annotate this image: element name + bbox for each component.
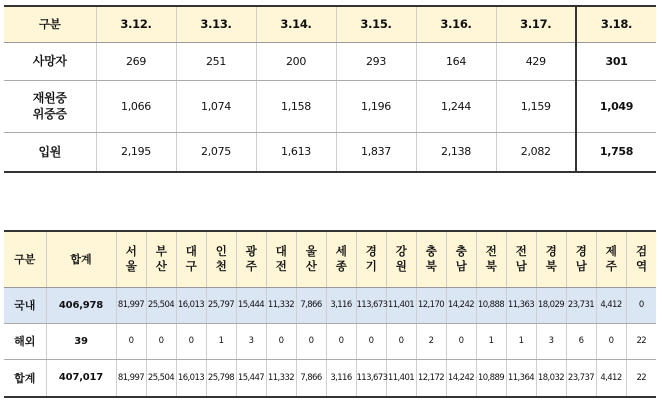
- table-cell: 429: [496, 42, 576, 80]
- table-cell: 11,332: [266, 359, 296, 397]
- table-cell: 15,447: [236, 359, 266, 397]
- table-cell: 0: [596, 323, 626, 359]
- date-header: 3.15.: [336, 6, 416, 42]
- table-cell: 0: [296, 323, 326, 359]
- table-cell: 25,504: [146, 359, 176, 397]
- date-header-row: [4, 6, 656, 42]
- table-cell: 10,888: [476, 287, 506, 323]
- region-header-chungbuk: 충 북: [416, 231, 446, 287]
- corner-label: 구분: [4, 6, 96, 42]
- region-header-chungnam: 충 남: [446, 231, 476, 287]
- date-header-latest: 3.18.: [576, 6, 656, 42]
- table-cell: 23,731: [566, 287, 596, 323]
- region-header-gwangju: 광 주: [236, 231, 266, 287]
- date-header: 3.17.: [496, 6, 576, 42]
- table-cell: 1,244: [416, 80, 496, 132]
- table-cell: 0: [626, 287, 656, 323]
- table-cell: 4,412: [596, 287, 626, 323]
- row-label-line1: 재원중: [32, 91, 67, 105]
- table-cell: 1: [506, 323, 536, 359]
- total-header: 합계: [46, 231, 116, 287]
- row-total: 407,017: [46, 359, 116, 397]
- region-header-quarantine: 검 역: [626, 231, 656, 287]
- table-cell: 14,242: [446, 287, 476, 323]
- table-cell: 269: [96, 42, 176, 80]
- date-header: 3.12.: [96, 6, 176, 42]
- row-label: 국내: [4, 287, 46, 323]
- table-cell: 1,066: [96, 80, 176, 132]
- table-cell: 12,170: [416, 287, 446, 323]
- date-header: 3.13.: [176, 6, 256, 42]
- table-cell: 11,332: [266, 287, 296, 323]
- region-header-ulsan: 울 산: [296, 231, 326, 287]
- table-cell: 18,032: [536, 359, 566, 397]
- table-cell: 0: [386, 323, 416, 359]
- domestic-row: [4, 287, 656, 323]
- table-cell: 1: [206, 323, 236, 359]
- regional-cases-table: [4, 230, 656, 398]
- table-cell: 3: [236, 323, 266, 359]
- table-cell: 4,412: [596, 359, 626, 397]
- table-cell: 1,837: [336, 132, 416, 172]
- row-label: 합계: [4, 359, 46, 397]
- table-cell: 14,242: [446, 359, 476, 397]
- row-label: [4, 132, 96, 172]
- table-cell: 251: [176, 42, 256, 80]
- table-cell: 0: [176, 323, 206, 359]
- table-cell: 11,401: [386, 287, 416, 323]
- deaths-row: [4, 42, 656, 80]
- table-cell-latest: 301: [576, 42, 656, 80]
- region-header-gyeongnam: 경 남: [566, 231, 596, 287]
- region-header-gyeonggi: 경 기: [356, 231, 386, 287]
- table-cell: 1,196: [336, 80, 416, 132]
- critical-row: [4, 80, 656, 132]
- table-cell: 10,889: [476, 359, 506, 397]
- table-cell: 6: [566, 323, 596, 359]
- table-cell: 2,138: [416, 132, 496, 172]
- region-header-sejong: 세 종: [326, 231, 356, 287]
- table-cell: 1,158: [256, 80, 336, 132]
- table-cell: 1,074: [176, 80, 256, 132]
- table-cell: 164: [416, 42, 496, 80]
- row-total: 406,978: [46, 287, 116, 323]
- row-label-text: 사망자: [32, 54, 67, 68]
- table-cell: 11,364: [506, 359, 536, 397]
- region-header-daejeon: 대 전: [266, 231, 296, 287]
- table-cell: 2,195: [96, 132, 176, 172]
- region-header-incheon: 인 천: [206, 231, 236, 287]
- region-header-gyeongbuk: 경 북: [536, 231, 566, 287]
- table-cell: 22: [626, 323, 656, 359]
- corner-label: 구분: [4, 231, 46, 287]
- daily-status-table: [4, 5, 656, 173]
- table-cell: 2,082: [496, 132, 576, 172]
- region-header-gangwon: 강 원: [386, 231, 416, 287]
- table-cell: 1,613: [256, 132, 336, 172]
- table-cell: 81,997: [116, 287, 146, 323]
- table-cell: 0: [266, 323, 296, 359]
- table-cell: 16,013: [176, 287, 206, 323]
- date-header: 3.16.: [416, 6, 496, 42]
- date-header: 3.14.: [256, 6, 336, 42]
- table-cell: 15,444: [236, 287, 266, 323]
- table-cell: 293: [336, 42, 416, 80]
- table-cell: 7,866: [296, 287, 326, 323]
- table-cell: 25,504: [146, 287, 176, 323]
- table-cell: 3,116: [326, 359, 356, 397]
- table-cell: 25,797: [206, 287, 236, 323]
- table-cell: 25,798: [206, 359, 236, 397]
- table-cell: 3: [536, 323, 566, 359]
- region-header-jeonnam: 전 남: [506, 231, 536, 287]
- table-cell: 2: [416, 323, 446, 359]
- table-cell: 12,172: [416, 359, 446, 397]
- table-cell: 0: [356, 323, 386, 359]
- table-cell: 1: [476, 323, 506, 359]
- row-total: 39: [46, 323, 116, 359]
- table-cell: 0: [446, 323, 476, 359]
- row-label: [4, 80, 96, 132]
- table-cell: 81,997: [116, 359, 146, 397]
- table-cell: 113,673: [356, 287, 386, 323]
- region-header-daegu: 대 구: [176, 231, 206, 287]
- overseas-row: [4, 323, 656, 359]
- table-cell: 0: [146, 323, 176, 359]
- row-label: 해외: [4, 323, 46, 359]
- region-header-jeonbuk: 전 북: [476, 231, 506, 287]
- table-cell: 11,363: [506, 287, 536, 323]
- region-header-row: [4, 231, 656, 287]
- row-label-line2: 위중증: [32, 107, 67, 121]
- table-cell: 16,013: [176, 359, 206, 397]
- table-cell: 18,029: [536, 287, 566, 323]
- table-cell: 200: [256, 42, 336, 80]
- table-cell: 0: [326, 323, 356, 359]
- region-header-seoul: 서 울: [116, 231, 146, 287]
- table-cell-latest: 1,758: [576, 132, 656, 172]
- table-cell: 113,673: [356, 359, 386, 397]
- table-cell: 22: [626, 359, 656, 397]
- region-header-busan: 부 산: [146, 231, 176, 287]
- hospitalized-row: [4, 132, 656, 172]
- table-cell-latest: 1,049: [576, 80, 656, 132]
- row-label-text: 입원: [38, 144, 62, 159]
- table-cell: 7,866: [296, 359, 326, 397]
- table-cell: 3,116: [326, 287, 356, 323]
- table-cell: 1,159: [496, 80, 576, 132]
- table-cell: 0: [116, 323, 146, 359]
- total-row: [4, 359, 656, 397]
- table-cell: 23,737: [566, 359, 596, 397]
- table-cell: 11,401: [386, 359, 416, 397]
- row-label: [4, 42, 96, 80]
- table-cell: 2,075: [176, 132, 256, 172]
- region-header-jeju: 제 주: [596, 231, 626, 287]
